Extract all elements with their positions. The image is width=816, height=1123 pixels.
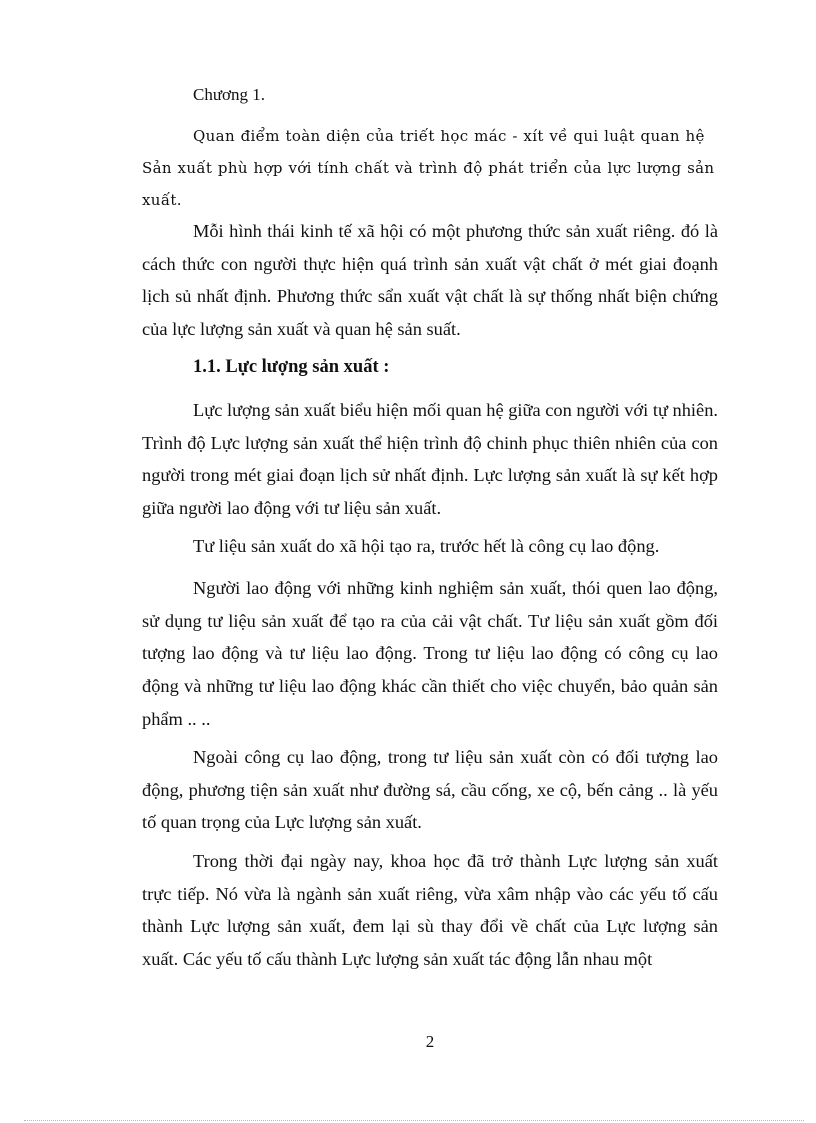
body-paragraph-2 — [142, 530, 718, 563]
body-paragraph-4 — [142, 741, 718, 839]
page-number: 2 — [425, 1032, 435, 1051]
body-paragraph-5 — [142, 845, 718, 976]
chapter-subtitle — [142, 120, 722, 216]
body-paragraph-1 — [142, 394, 718, 525]
body-paragraph-text: Tư liệu sản xuất do xã hội tạo ra, trước hết là công cụ lao động. — [193, 536, 660, 556]
body-paragraph-text: Lực lượng sản xuất biểu hiện mối quan hệ giữa con người với tự nhiên. Trình độ Lực lượng sản xuất thể hiện trình độ chinh phục thiên nhiên của con người trong mét giai đoạn lịch sử nhất định. Lực lượng sản xuất là sự kết hợp giữa người lao động với tư liệu sản xuất. — [142, 400, 718, 519]
body-paragraph-3 — [142, 572, 718, 736]
intro-paragraph — [142, 215, 718, 346]
chapter-title: Chương 1. — [193, 85, 266, 104]
intro-paragraph-text: Mỗi hình thái kinh tế xã hội có một phương thức sản xuất riêng. đó là cách thức con người thực hiện quá trình sản xuất vật chất ở mét giai đoạnh lịch sủ nhất định. Phương thức sẩn xuất vật chất là sự thống nhất biện chứng của lực lượng sản xuất và quan hệ sản suất. — [142, 221, 718, 340]
page-bottom-rule — [24, 1120, 804, 1121]
body-paragraph-text: Người lao động với những kinh nghiệm sản xuất, thói quen lao động, sử dụng tư liệu sản xuất để tạo ra của cải vật chất. Tư liệu sản xuất gồm đối tượng lao động và tư liệu lao động. Trong tư liệu lao động có công cụ lao động và những tư liệu lao động khác cần thiết cho việc chuyển, bảo quản sản phẩm .. .. — [142, 578, 718, 729]
section-heading: 1.1. Lực lượng sản xuất : — [193, 357, 390, 377]
body-paragraph-text: Trong thời đại ngày nay, khoa học đã trở thành Lực lượng sản xuất trực tiếp. Nó vừa là ngành sản xuất riêng, vừa xâm nhập vào các yếu tố cấu thành Lực lượng sản xuất, đem lại sù thay đổi về chất của Lực lượng sản xuất. Các yếu tố cấu thành Lực lượng sản xuất tác động lẫn nhau một — [142, 851, 718, 970]
chapter-subtitle-text: Quan điểm toàn diện của triết học mác - xít về qui luật quan hệ Sản xuất phù hợp với tính chất và trình độ phát triển của lực lượng sản xuất. — [142, 127, 715, 209]
body-paragraph-text: Ngoài công cụ lao động, trong tư liệu sản xuất còn có đối tượng lao động, phương tiện sản xuất như đường sá, cầu cống, xe cộ, bến cảng .. là yếu tố quan trọng của Lực lượng sản xuất. — [142, 747, 718, 833]
